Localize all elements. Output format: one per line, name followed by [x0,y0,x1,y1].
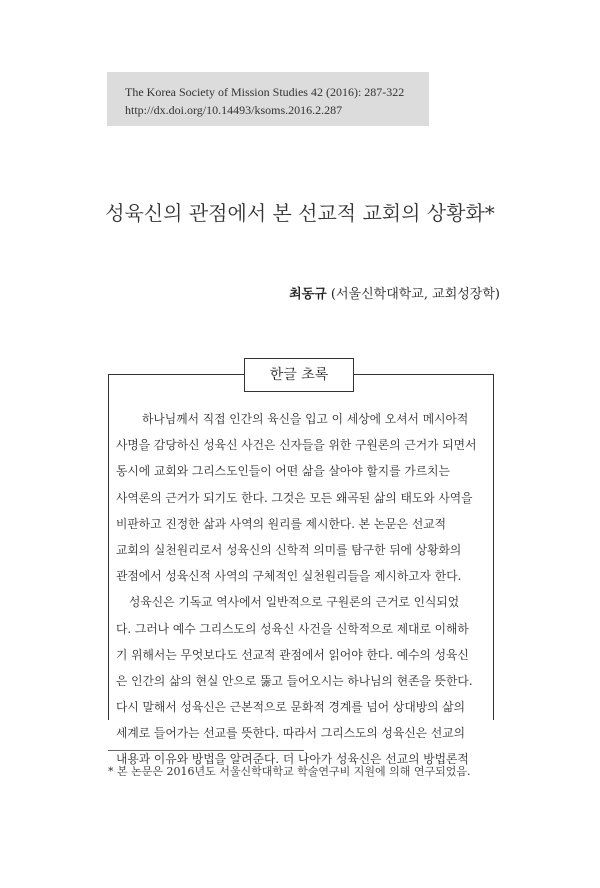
abstract-line: 기 위해서는 무엇보다도 선교적 관점에서 읽어야 한다. 예수의 성육신 [116,647,469,662]
abstract-line: 동시에 교회와 그리스도인들이 어떤 삶을 살아야 할지를 가르치는 [116,464,450,479]
abstract-line: 교회의 실천원리로서 성육신의 신학적 의미를 탐구한 뒤에 상황화의 [116,542,462,557]
abstract-line: 하나님께서 직접 인간의 육신을 입고 이 세상에 오셔서 메시아적 [142,412,469,426]
abstract-line: 사명을 감당하신 성육신 사건은 신자들을 위한 구원론의 근거가 되면서 [116,438,477,453]
abstract-line: 성육신은 기독교 역사에서 일반적으로 구원론의 근거로 인식되었 [129,595,460,610]
abstract-line: 내용과 이유와 방법을 알려준다. 더 나아가 성육신은 선교의 방법론적 [116,752,469,767]
abstract-line: 비판하고 진정한 삶과 사역의 원리를 제시한다. 본 논문은 선교적 [116,516,447,531]
paper-title: 성육신의 관점에서 본 선교적 교회의 상황화* [105,201,495,225]
abstract-line: 다. 그러나 예수 그리스도의 성육신 사건을 신학적으로 제대로 이해하 [116,621,469,636]
journal-header-box [107,72,429,126]
author-affiliation: (서울신학대학교, 교회성장학) [330,287,500,302]
journal-citation: The Korea Society of Mission Studies 42 (2016): 287-322 [125,85,405,99]
abstract-line: 사역론의 근거가 되기도 한다. 그것은 모든 왜곡된 삶의 태도와 사역을 [116,490,473,505]
abstract-body [116,406,488,773]
abstract-line: 세계로 들어가는 선교를 뜻한다. 따라서 그리스도의 성육신은 선교의 [116,726,466,741]
abstract-line: 은 인간의 삶의 현실 안으로 뚫고 들어오시는 하나님의 현존을 뜻한다. [116,673,473,688]
doi-link[interactable]: http://dx.doi.org/10.14493/ksoms.2016.2.287 [125,103,343,117]
footnote: * 본 논문은 2016년도 서울신학대학교 학술연구비 지원에 의해 연구되었음. [108,765,471,778]
abstract-label: 한글 초록 [244,358,354,392]
author-name: 최동규 [289,287,327,302]
footnote-divider [108,750,304,751]
abstract-line: 관점에서 성육신적 사역의 구체적인 실천원리들을 제시하고자 한다. [116,569,462,584]
author-line [289,283,500,302]
abstract-line: 다시 말해서 성육신은 근본적으로 문화적 경계를 넘어 상대방의 삶의 [116,700,466,715]
